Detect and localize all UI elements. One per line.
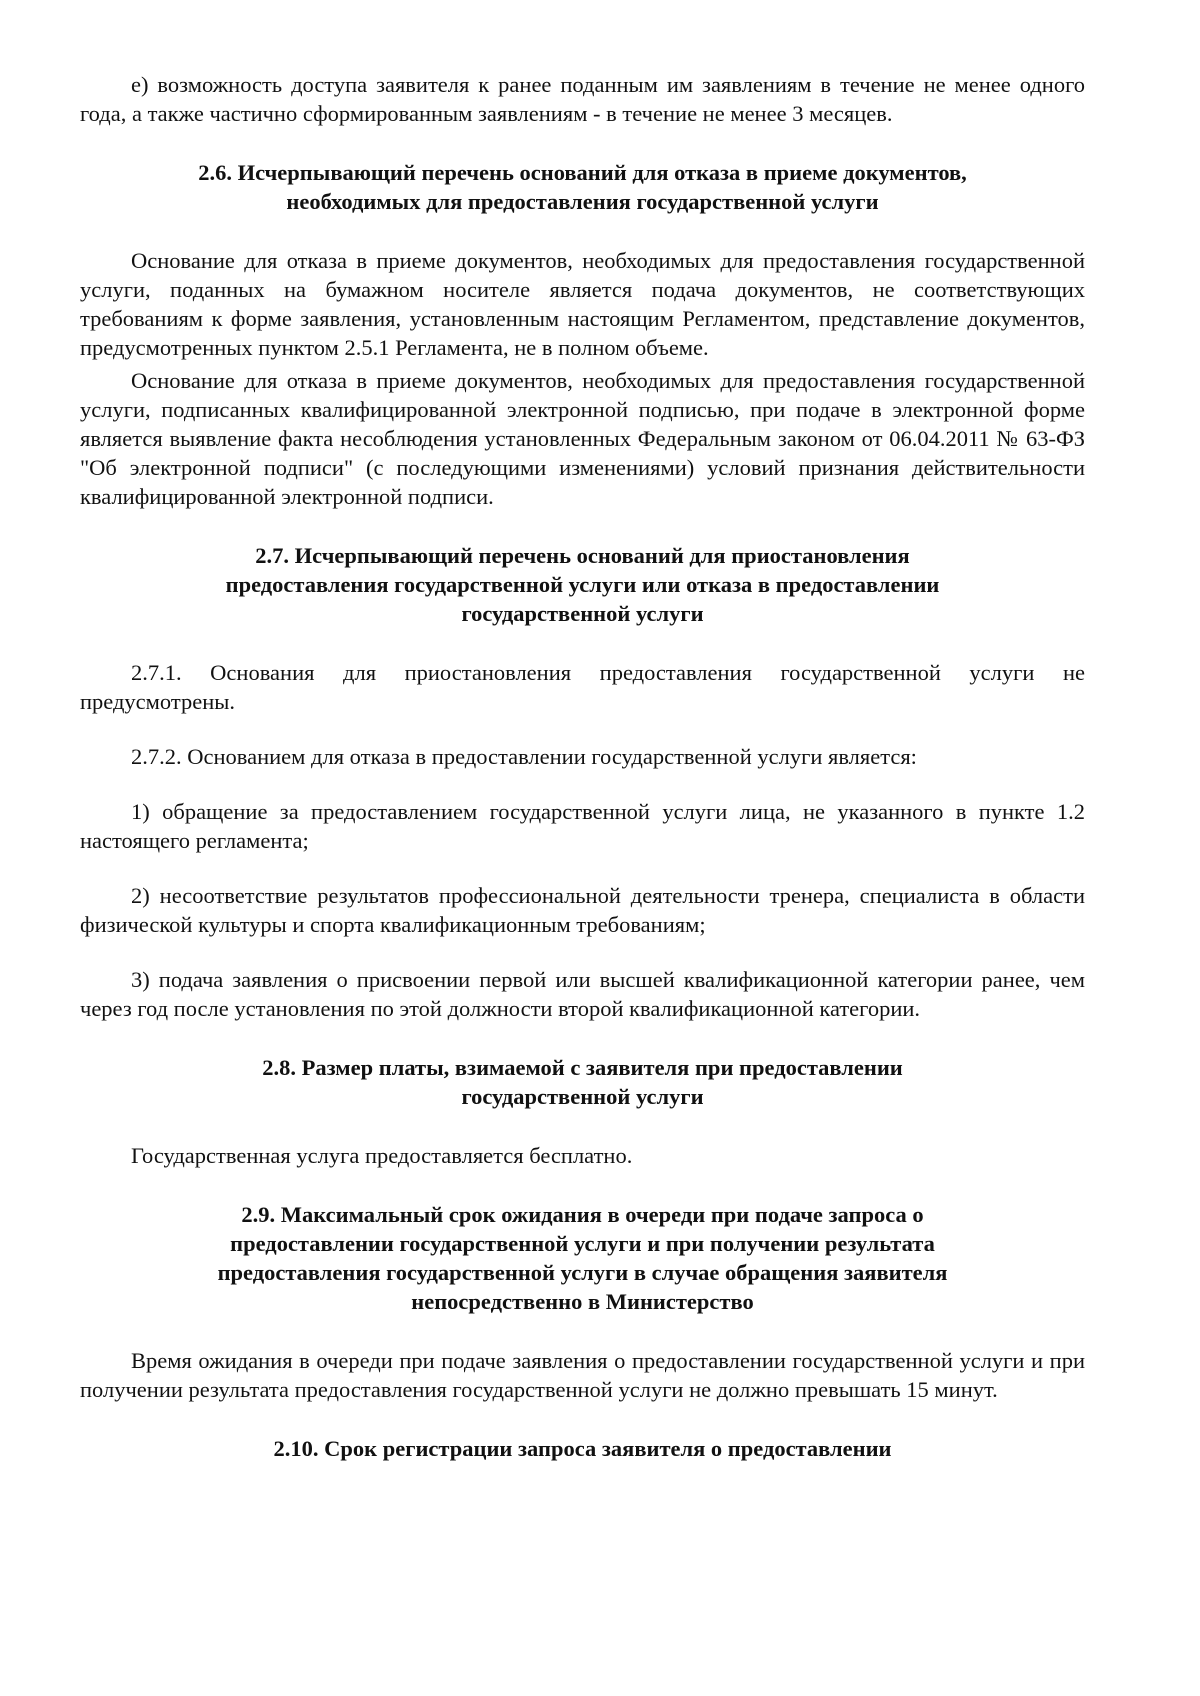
document-body	[80, 70, 1085, 1463]
heading-2-9	[80, 1200, 1085, 1316]
list-item-2: 2) несоответствие результатов профессиональной деятельности тренера, специалиста в области физической культуры и спорта квалификационным требованиям;	[80, 883, 1085, 937]
heading-2-10	[80, 1434, 1085, 1463]
list-item-3: 3) подача заявления о присвоении первой или высшей квалификационной категории ранее, чем через год после установления по этой должности второй квалификационной категории.	[80, 967, 1085, 1021]
heading-2-8	[80, 1053, 1085, 1111]
heading-line: 2.9. Максимальный срок ожидания в очереди при подаче запроса о	[241, 1202, 924, 1227]
paragraph-2-7-2: 2.7.2. Основанием для отказа в предоставлении государственной услуги является:	[131, 744, 917, 769]
heading-line: государственной услуги	[461, 601, 704, 626]
paragraph-2-8: Государственная услуга предоставляется бесплатно.	[131, 1143, 633, 1168]
heading-line: 2.8. Размер платы, взимаемой с заявителя при предоставлении	[262, 1055, 903, 1080]
heading-line: непосредственно в Министерство	[411, 1289, 754, 1314]
paragraph-2-7-1: 2.7.1. Основания для приостановления предоставления государственной услуги не предусмотрены.	[80, 660, 1085, 714]
paragraph-2-6-electronic: Основание для отказа в приеме документов, необходимых для предоставления государственной услуги, подписанных квалифицированной электронной подписью, при подаче в электронной форме является выявление факта несоблюдения установленных Федеральным законом от 06.04.2011 № 63-ФЗ "Об электронной подписи" (с последующими изменениями) условий признания действительности квалифицированной электронной подписи.	[80, 368, 1085, 509]
paragraph-2-9: Время ожидания в очереди при подаче заявления о предоставлении государственной услуги и при получении результата предоставления государственной услуги не должно превышать 15 минут.	[80, 1348, 1085, 1402]
heading-2-6	[80, 158, 1085, 216]
heading-2-7	[80, 541, 1085, 628]
heading-line: необходимых для предоставления государственной услуги	[286, 189, 879, 214]
heading-line: предоставлении государственной услуги и при получении результата	[230, 1231, 935, 1256]
heading-line: государственной услуги	[461, 1084, 704, 1109]
paragraph-item-e: е) возможность доступа заявителя к ранее поданным им заявлениям в течение не менее одного года, а также частично сформированным заявлениям - в течение не менее 3 месяцев.	[80, 72, 1085, 126]
heading-line: предоставления государственной услуги в случае обращения заявителя	[217, 1260, 948, 1285]
heading-line: предоставления государственной услуги или отказа в предоставлении	[225, 572, 940, 597]
paragraph-2-6-paper: Основание для отказа в приеме документов, необходимых для предоставления государственной услуги, поданных на бумажном носителе является подача документов, не соответствующих требованиям к форме заявления, установленным настоящим Регламентом, представление документов, предусмотренных пунктом 2.5.1 Регламента, не в полном объеме.	[80, 248, 1085, 360]
list-item-1: 1) обращение за предоставлением государственной услуги лица, не указанного в пункте 1.2 настоящего регламента;	[80, 799, 1085, 853]
heading-line: 2.10. Срок регистрации запроса заявителя о предоставлении	[273, 1436, 892, 1461]
heading-line: 2.7. Исчерпывающий перечень оснований для приостановления	[255, 543, 910, 568]
heading-line: 2.6. Исчерпывающий перечень оснований для отказа в приеме документов,	[198, 160, 967, 185]
